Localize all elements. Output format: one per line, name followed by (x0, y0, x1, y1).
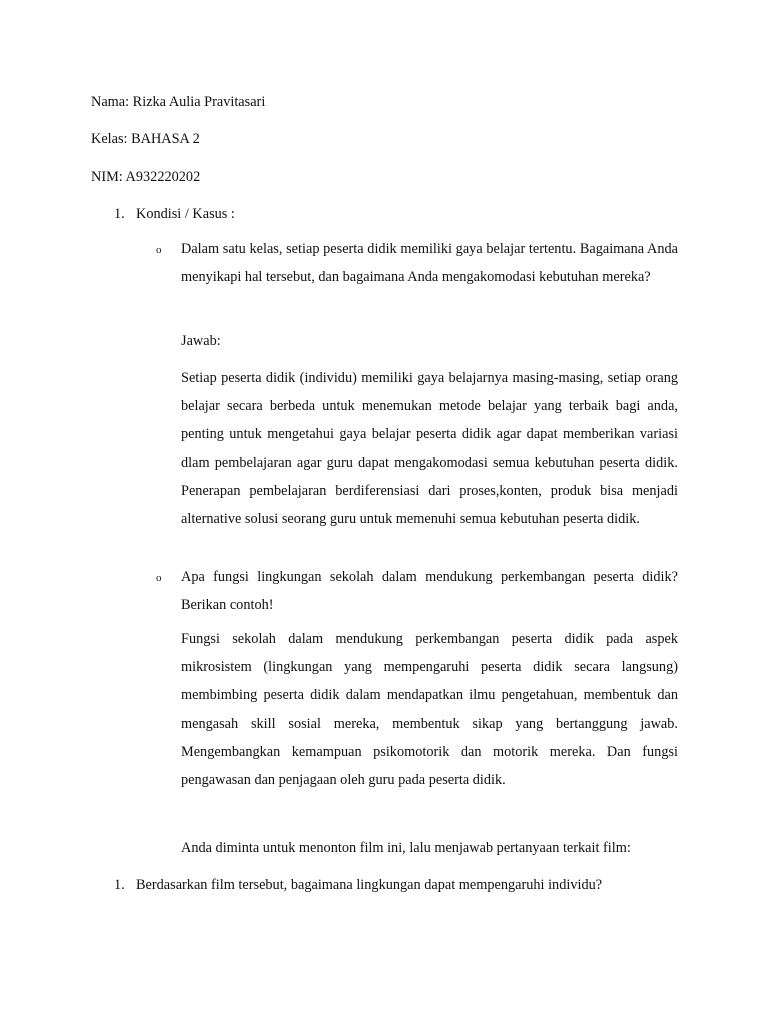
question-2-text: Apa fungsi lingkungan sekolah dalam mendukung perkembangan peserta didik? Berikan contoh! (181, 569, 678, 614)
section-1-title: Kondisi / Kasus : (136, 206, 235, 222)
answer-1-label: Jawab: (181, 333, 221, 349)
section-1-number: 1. (114, 206, 125, 222)
question-1-text: Dalam satu kelas, setiap peserta didik memiliki gaya belajar tertentu. Bagaimana Anda menyikapi hal tersebut, dan bagaimana Anda mengakomodasi kebutuhan mereka? (181, 241, 678, 286)
answer-1-text: Setiap peserta didik (individu) memiliki gaya belajarnya masing-masing, setiap orang belajar secara berbeda untuk menemukan metode belajar yang terbaik bagi anda, penting untuk mengetahui gaya belajar peserta didik agar dapat memberikan variasi dlam pembelajaran agar guru dapat mengakomodasi semua kebutuhan peserta didik. Penerapan pembelajaran berdiferensiasi dari proses,konten, produk bisa menjadi alternative solusi seorang guru untuk memenuhi semua kebutuhan peserta didik. (181, 370, 678, 528)
bullet-2-icon: o (156, 572, 162, 584)
answer-2-text: Fungsi sekolah dalam mendukung perkembangan peserta didik pada aspek mikrosistem (lingkungan yang mempengaruhi peserta didik secara langsung) membimbing peserta didik dalam mendapatkan ilmu pengetahuan, membentuk dan mengasah skill sosial mereka, membentuk sikap yang bertanggung jawab. Mengembangkan kemampuan psikomotorik dan motorik mereka. Dan fungsi pengawasan dan penjagaan oleh guru pada peserta didik. (181, 631, 678, 789)
film-instruction: Anda diminta untuk menonton film ini, lalu menjawab pertanyaan terkait film: (181, 840, 631, 856)
student-nim: NIM: A932220202 (91, 169, 201, 185)
student-name: Nama: Rizka Aulia Pravitasari (91, 94, 266, 110)
student-class: Kelas: BAHASA 2 (91, 131, 200, 147)
section-2-question: Berdasarkan film tersebut, bagaimana lingkungan dapat mempengaruhi individu? (136, 877, 603, 893)
section-2-number: 1. (114, 877, 125, 893)
bullet-1-icon: o (156, 244, 162, 256)
